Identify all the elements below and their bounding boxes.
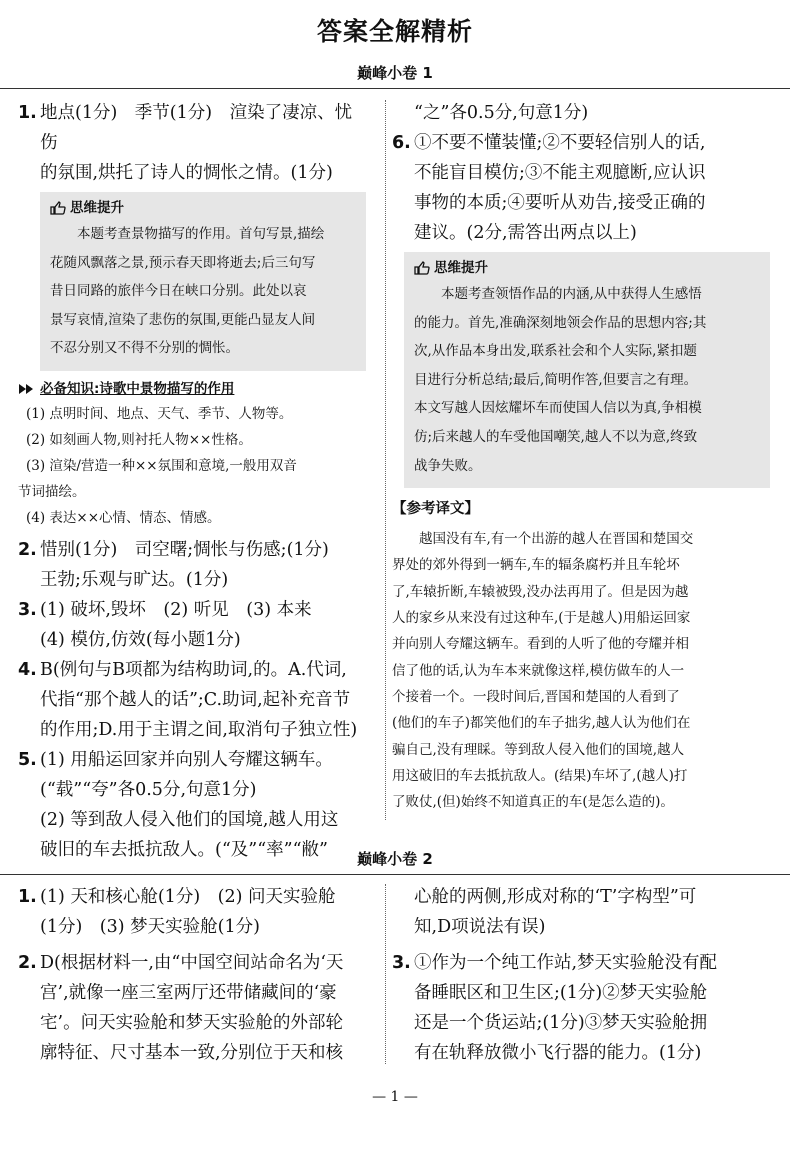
question-3: 3. (1) 破坏,毁坏 (2) 听见 (3) 本来 (4) 模仿,仿效(每小题1分) — [18, 599, 312, 650]
hand-pointing-icon — [50, 201, 66, 215]
section-title-1: 巅峰小卷 1 — [357, 64, 433, 82]
question-3: 3. ①作为一个纯工作站,梦天实验舱没有配 备睡眠区和卫生区;(1分)②梦天实验舱 还是一个货运站;(1分)③梦天实验舱拥 有在轨释放微小飞行器的能力。(1分) — [392, 953, 718, 1063]
knowledge-line: (2) 如刻画人物,则衬托人物××性格。 — [26, 431, 252, 448]
section-divider-1 — [0, 88, 790, 89]
knowledge-line: 节词描绘。 — [18, 483, 86, 500]
think-box — [40, 192, 366, 371]
question-2: 2. 惜别(1分) 司空曙;惆怅与伤感;(1分) 王勃;乐观与旷达。(1分) — [18, 539, 329, 590]
think-box-heading: 思维提升 — [70, 200, 124, 216]
section-title-2: 巅峰小卷 2 — [357, 850, 433, 868]
question-1: 1. (1) 天和核心舱(1分) (2) 问天实验舱 (1分) (3) 梦天实验舱(1分) — [18, 887, 336, 937]
section2-right-column — [392, 882, 770, 1068]
knowledge-line: (3) 渲染/营造一种××氛围和意境,一般用双音 — [26, 457, 297, 474]
think-box — [404, 252, 770, 488]
think-box-heading: 思维提升 — [434, 260, 488, 276]
question-2-continued: 心舱的两侧,形成对称的‘T’字构型”可 — [414, 887, 697, 907]
question-5-continued: “之”各0.5分,句意1分) — [414, 103, 589, 123]
page-number: — 1 — — [372, 1089, 418, 1105]
question-5: 5. (1) 用船运回家并向别人夸耀这辆车。 (“载”“夸”各0.5分,句意1分) (2) 等到敌人侵入他们的国境,越人用这 破旧的车去抵抗敌人。(“及”“率”“敝” — [18, 749, 339, 860]
double-arrow-icon — [18, 383, 36, 395]
section2-left-column — [18, 882, 366, 1068]
question-2: 2. D(根据材料一,由“中国空间站命名为‘天 宫’,就像一座三室两厅还带储藏间的‘豪 宅’。问天实验舱和梦天实验舱的外部轮 廓特征、尺寸基本一致,分别位于天和核 — [18, 953, 344, 1063]
page-title: 答案全解精析 — [316, 17, 473, 46]
section-divider-2 — [0, 874, 790, 875]
hand-pointing-icon — [414, 261, 430, 275]
knowledge-heading: 必备知识:诗歌中景物描写的作用 — [18, 377, 366, 401]
think-box-text: 本题考查景物描写的作用。首句写景,描绘 花随风飘落之景,预示春天即将逝去;后三句写 昔日同路的旅伴今日在峡口分别。此处以哀 景写哀情,渲染了悲伤的氛围,更能凸显友人间 不忍分别又不得不分别的惆怅。 — [50, 226, 325, 357]
column-divider-1 — [385, 100, 386, 820]
section1-left-column — [18, 98, 366, 865]
think-box-text: 本题考查领悟作品的内涵,从中获得人生感悟 的能力。首先,准确深刻地领会作品的思想内容;其 次,从作品本身出发,联系社会和个人实际,紧扣题 目进行分析总结;最后,简明作答,但要言之有理。 本文写越人因炫耀坏车而使国人信以为真,争相模 仿;后来越人的车受他国嘲笑,越人不以为意,终致 战争失败。 — [414, 286, 707, 474]
question-4: 4. B(例句与B项都为结构助词,的。A.代词, 代指“那个越人的话”;C.助词,起补充音节 的作用;D.用于主谓之间,取消句子独立性) — [18, 659, 358, 740]
question-1: 1. 地点(1分) 季节(1分) 渲染了凄凉、忧伤 的氛围,烘托了诗人的惆怅之情。(1分) — [18, 103, 353, 183]
knowledge-line: (4) 表达××心情、情态、情感。 — [26, 509, 221, 526]
section1-right-column — [392, 98, 770, 815]
reference-text: 越国没有车,有一个出游的越人在晋国和楚国交 界处的郊外得到一辆车,车的辐条腐朽并且车轮坏 了,车辕折断,车辕被毁,没办法再用了。但是因为越 人的家乡从来没有过这种车,(于是越人)用船运回家 并向别人夸耀这辆车。看到的人听了他的夸耀并相 信了他的话,认为车本来就像这样,模仿做车的人一 个接着一个。一段时间后,晋国和楚国的人看到了 (他们的车子)都笑他们的车子拙劣,越人认为他们在 骗自己,没有理睬。等到敌人侵入他们的国境,越人 用这破旧的车去抵抗敌人。(结果)车坏了,(越人)打 了败仗,(但)始终不知道真正的车(是怎么造的)。 — [392, 531, 694, 811]
question-6: 6. ①不要不懂装懂;②不要轻信别人的话, 不能盲目模仿;③不能主观臆断,应认识 事物的本质;④要听从劝告,接受正确的 建议。(2分,需答出两点以上) — [392, 133, 706, 243]
reference-heading: 【参考译文】 — [392, 501, 479, 518]
column-divider-2 — [385, 884, 386, 1064]
question-2-continued: 知,D项说法有误) — [414, 917, 546, 937]
knowledge-line: (1) 点明时间、地点、天气、季节、人物等。 — [26, 405, 293, 422]
